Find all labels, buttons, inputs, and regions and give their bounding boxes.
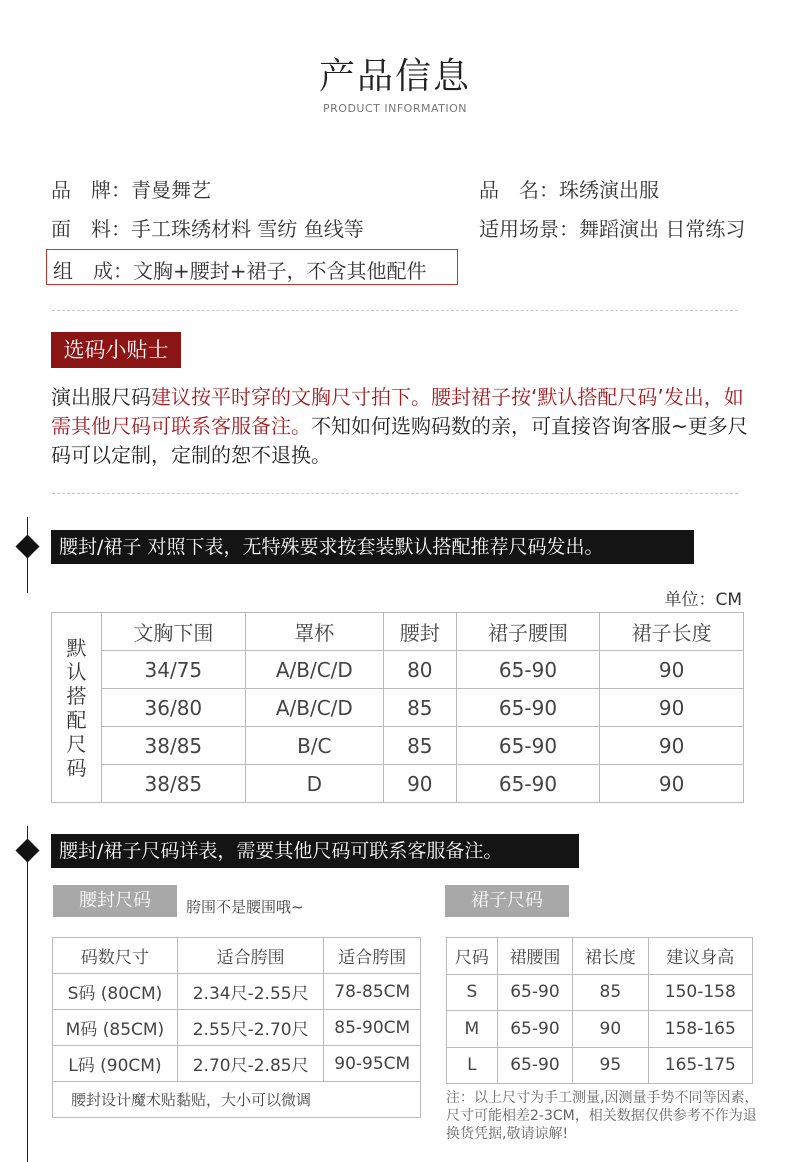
table-cell: M xyxy=(447,1011,498,1048)
table-cell: 36/80 xyxy=(102,689,246,727)
info-name xyxy=(479,174,659,203)
side-label: 默认搭配尺码 xyxy=(66,635,87,780)
table-cell: 90 xyxy=(600,651,744,689)
skirt-size-label: 裙子尺码 xyxy=(445,885,569,917)
table-cell: L码 (90CM) xyxy=(53,1046,178,1082)
table-cell: B/C xyxy=(245,727,383,765)
table-cell: 65-90 xyxy=(497,1011,572,1048)
table-cell: 78-85CM xyxy=(324,974,421,1010)
table-cell: S码 (80CM) xyxy=(53,974,178,1010)
waist-note: 胯围不是腰围哦~ xyxy=(186,898,304,916)
table-cell: 65-90 xyxy=(497,974,572,1011)
table-cell: 95 xyxy=(573,1047,648,1084)
size-tips-text xyxy=(51,383,751,470)
section-bar-recommend: 腰封/裙子 对照下表，无特殊要求按套装默认搭配推荐尺码发出。 xyxy=(51,530,694,564)
table-row xyxy=(52,689,744,727)
table-cell: 85 xyxy=(383,689,456,727)
name-key: 品 名： xyxy=(479,178,559,202)
measurement-note: 注：以上尺寸为手工测量,因测量手势不同等因素，尺寸可能相差2-3CM，相关数据仅供参考不作为退换货凭据,敬请谅解! xyxy=(446,1090,759,1142)
skirt-size-table xyxy=(446,937,753,1084)
table-row xyxy=(52,765,744,803)
table-header: 罩杯 xyxy=(245,613,383,651)
table-cell: S xyxy=(447,974,498,1011)
table-cell: 85 xyxy=(383,727,456,765)
unit-label: 单位：CM xyxy=(664,590,742,610)
brand-value: 青曼舞艺 xyxy=(131,178,211,202)
table-cell: 2.55尺-2.70尺 xyxy=(177,1010,324,1046)
table-cell: 90 xyxy=(383,765,456,803)
table-header: 适合胯围 xyxy=(324,938,421,974)
table-cell: 158-165 xyxy=(648,1011,752,1048)
size-tips-label: 选码小贴士 xyxy=(51,332,181,368)
table-cell: A/B/C/D xyxy=(245,651,383,689)
section-bar-details: 腰封/裙子尺码详表，需要其他尺码可联系客服备注。 xyxy=(51,834,579,868)
table-cell: D xyxy=(245,765,383,803)
table-cell: 85-90CM xyxy=(324,1010,421,1046)
table-row xyxy=(53,1082,421,1118)
table-cell: 150-158 xyxy=(648,974,752,1011)
info-material xyxy=(51,213,364,242)
table-header: 裙腰围 xyxy=(497,938,572,975)
table-row xyxy=(53,1046,421,1082)
composition-value: 文胸+腰封+裙子，不含其他配件 xyxy=(133,259,427,283)
info-brand xyxy=(51,174,211,203)
table-row xyxy=(53,974,421,1010)
table-header: 裙子长度 xyxy=(600,613,744,651)
table-cell: 85 xyxy=(573,974,648,1011)
table-cell: 65-90 xyxy=(456,651,600,689)
table-cell: 65-90 xyxy=(456,727,600,765)
table-header: 文胸下围 xyxy=(102,613,246,651)
table-cell: 2.34尺-2.55尺 xyxy=(177,974,324,1010)
table-header-row xyxy=(447,938,753,975)
table-cell: 80 xyxy=(383,651,456,689)
table-header: 裙长度 xyxy=(573,938,648,975)
table-row xyxy=(53,1010,421,1046)
scene-key: 适用场景： xyxy=(479,217,579,241)
page-title: 产品信息 xyxy=(318,56,471,97)
brand-key: 品 牌： xyxy=(51,178,131,202)
table-header-row xyxy=(53,938,421,974)
table-row xyxy=(447,1047,753,1084)
table-header: 适合胯围 xyxy=(177,938,324,974)
diamond-bullet-icon xyxy=(15,534,39,558)
scene-value: 舞蹈演出 日常练习 xyxy=(579,217,746,241)
table-header: 尺码 xyxy=(447,938,498,975)
table-cell: L xyxy=(447,1047,498,1084)
table-header: 建议身高 xyxy=(648,938,752,975)
table-header: 裙子腰围 xyxy=(456,613,600,651)
table-cell: 34/75 xyxy=(102,651,246,689)
tips-text-1: 演出服尺码 xyxy=(51,385,151,409)
table-cell: 90 xyxy=(573,1011,648,1048)
table-cell: 38/85 xyxy=(102,727,246,765)
table-cell: 38/85 xyxy=(102,765,246,803)
page-subtitle: PRODUCT INFORMATION xyxy=(323,102,467,115)
table-header-row xyxy=(52,613,744,651)
table-cell: A/B/C/D xyxy=(245,689,383,727)
table-cell: 65-90 xyxy=(456,689,600,727)
table-cell: 2.70尺-2.85尺 xyxy=(177,1046,324,1082)
table-cell: 90 xyxy=(600,727,744,765)
table-cell: 90-95CM xyxy=(324,1046,421,1082)
table-header: 腰封 xyxy=(383,613,456,651)
table-cell: 90 xyxy=(600,689,744,727)
table-row xyxy=(447,974,753,1011)
table-cell: 65-90 xyxy=(456,765,600,803)
table-header: 码数尺寸 xyxy=(53,938,178,974)
table-cell: M码 (85CM) xyxy=(53,1010,178,1046)
composition-key: 组 成： xyxy=(53,259,133,283)
waist-foot-note: 腰封设计魔术贴黏贴，大小可以微调 xyxy=(53,1082,421,1118)
timeline-line xyxy=(27,826,28,1162)
table-row xyxy=(52,727,744,765)
table-cell: 90 xyxy=(600,765,744,803)
material-value: 手工珠绣材料 雪纺 鱼线等 xyxy=(131,217,364,241)
tips-text-3: 不知如何选购码数的亲，可直接咨询客服~更多尺码可以定制，定制的恕不退换。 xyxy=(51,414,748,467)
table-row xyxy=(447,1011,753,1048)
divider xyxy=(52,493,738,494)
info-composition xyxy=(53,255,427,284)
waist-size-table xyxy=(52,937,421,1118)
tips-text-highlight: 建议按平时穿的文胸尺寸拍下。腰封裙子按‘默认搭配尺码’发出，如需其他尺码可联系客服备注。 xyxy=(51,385,744,438)
info-scene xyxy=(479,213,745,242)
table-cell: 65-90 xyxy=(497,1047,572,1084)
side-label-cell xyxy=(52,613,102,803)
material-key: 面 料： xyxy=(51,217,131,241)
table-row xyxy=(52,651,744,689)
waist-size-label: 腰封尺码 xyxy=(53,885,177,917)
diamond-bullet-icon xyxy=(15,838,39,862)
table-cell: 165-175 xyxy=(648,1047,752,1084)
name-value: 珠绣演出服 xyxy=(559,178,659,202)
default-size-table xyxy=(51,612,744,803)
divider xyxy=(52,310,738,311)
